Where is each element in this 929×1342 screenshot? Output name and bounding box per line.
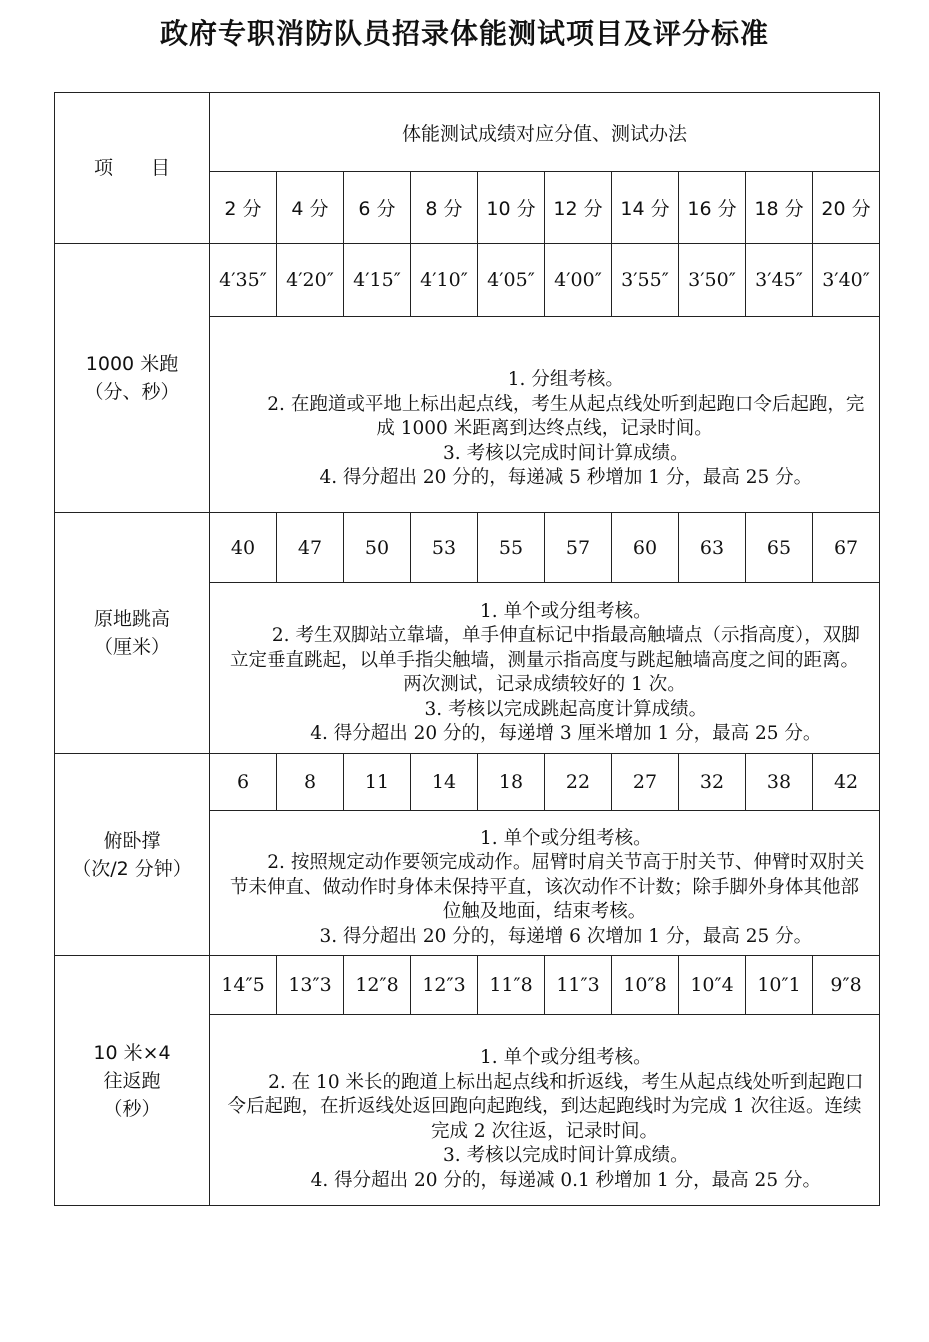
table-row <box>55 244 880 317</box>
item-name-line: （分、秒） <box>84 381 180 403</box>
value-cell: 55 <box>478 513 545 583</box>
item-name-standing-jump <box>55 513 210 754</box>
method-cell <box>210 811 880 956</box>
item-name-shuttle-run <box>55 956 210 1206</box>
value-cell: 63 <box>679 513 746 583</box>
item-name-push-up <box>55 754 210 956</box>
method-line: 3. 考核以完成时间计算成绩。 <box>443 442 689 464</box>
score-header-cell: 18 分 <box>746 172 813 244</box>
value-cell: 18 <box>478 754 545 811</box>
main-header: 体能测试成绩对应分值、测试办法 <box>210 93 880 172</box>
value-cell: 9″8 <box>813 956 880 1015</box>
score-header-cell: 2 分 <box>210 172 277 244</box>
method-line: 2. 在跑道或平地上标出起点线，考生从起点线处听到起跑口令后起跑，完成 1000 米距离到达终点线，记录时间。 <box>267 393 865 440</box>
method-line: 2. 按照规定动作要领完成动作。屈臂时肩关节高于肘关节、伸臂时双肘关节未伸直、做动作时身体未保持平直，该次动作不计数；除手脚外身体其他部位触及地面，结束考核。 <box>230 852 865 923</box>
method-line: 1. 单个或分组考核。 <box>480 1047 652 1068</box>
item-name-line: 10 米×4 <box>93 1041 171 1064</box>
score-header-cell: 10 分 <box>478 172 545 244</box>
method-line: 3. 考核以完成跳起高度计算成绩。 <box>424 698 708 720</box>
scoring-table <box>54 92 880 1206</box>
method-line: 4. 得分超出 20 分的，每递减 5 秒增加 1 分，最高 25 分。 <box>319 467 813 489</box>
value-cell: 40 <box>210 513 277 583</box>
score-header-cell: 4 分 <box>277 172 344 244</box>
value-cell: 14 <box>411 754 478 811</box>
method-cell <box>210 583 880 754</box>
value-cell: 3′40″ <box>813 244 880 317</box>
value-cell: 4′10″ <box>411 244 478 317</box>
value-cell: 3′45″ <box>746 244 813 317</box>
header-row <box>55 93 880 172</box>
method-line: 3. 得分超出 20 分的，每递增 6 次增加 1 分，最高 25 分。 <box>319 925 813 947</box>
value-cell: 27 <box>612 754 679 811</box>
value-cell: 50 <box>344 513 411 583</box>
value-cell: 12″8 <box>344 956 411 1015</box>
item-name-line: （厘米） <box>93 636 170 658</box>
value-cell: 10″1 <box>746 956 813 1015</box>
value-cell: 11 <box>344 754 411 811</box>
item-name-line: 原地跳高 <box>93 608 170 630</box>
value-cell: 42 <box>813 754 880 811</box>
value-cell: 10″4 <box>679 956 746 1015</box>
method-line: 2. 考生双脚站立靠墙，单手伸直标记中指最高触墙点（示指高度），双脚立定垂直跳起，以单手指尖触墙，测量示指高度与跳起触墙高度之间的距离。两次测试，记录成绩较好的 1 次。 <box>230 625 860 695</box>
method-line: 1. 分组考核。 <box>507 369 624 391</box>
method-line: 3. 考核以完成时间计算成绩。 <box>443 1145 689 1166</box>
score-header-cell: 16 分 <box>679 172 746 244</box>
score-header-cell: 8 分 <box>411 172 478 244</box>
score-header-cell: 14 分 <box>612 172 679 244</box>
value-cell: 38 <box>746 754 813 811</box>
value-cell: 3′55″ <box>612 244 679 317</box>
value-cell: 8 <box>277 754 344 811</box>
score-header-cell: 12 分 <box>545 172 612 244</box>
method-line: 1. 单个或分组考核。 <box>480 600 652 622</box>
value-cell: 47 <box>277 513 344 583</box>
item-name-line: （次/2 分钟） <box>72 857 192 880</box>
item-name-line: 俯卧撑 <box>103 829 161 852</box>
value-cell: 4′00″ <box>545 244 612 317</box>
method-cell <box>210 317 880 513</box>
value-cell: 65 <box>746 513 813 583</box>
value-cell: 4′35″ <box>210 244 277 317</box>
method-line: 4. 得分超出 20 分的，每递增 3 厘米增加 1 分，最高 25 分。 <box>310 723 822 744</box>
score-header-cell: 20 分 <box>813 172 880 244</box>
item-header: 项 目 <box>55 93 210 244</box>
item-name-line: （秒） <box>103 1097 161 1120</box>
value-cell: 12″3 <box>411 956 478 1015</box>
value-cell: 11″8 <box>478 956 545 1015</box>
value-cell: 4′15″ <box>344 244 411 317</box>
value-cell: 4′05″ <box>478 244 545 317</box>
value-cell: 57 <box>545 513 612 583</box>
item-name-line: 往返跑 <box>103 1069 161 1092</box>
value-cell: 60 <box>612 513 679 583</box>
value-cell: 10″8 <box>612 956 679 1015</box>
value-cell: 22 <box>545 754 612 811</box>
value-cell: 6 <box>210 754 277 811</box>
page-title: 政府专职消防队员招录体能测试项目及评分标准 <box>159 17 769 50</box>
table-row <box>55 513 880 583</box>
value-cell: 67 <box>813 513 880 583</box>
item-name-line: 1000 米跑 <box>85 353 179 375</box>
method-line: 2. 在 10 米长的跑道上标出起点线和折返线，考生从起点线处听到起跑口令后起跑，在折返线处返回跑向起跑线，到达起跑线时为完成 1 次往返。连续完成 2 次往返，记录时间。 <box>227 1071 864 1142</box>
table-row <box>55 754 880 811</box>
value-cell: 4′20″ <box>277 244 344 317</box>
score-header-cell: 6 分 <box>344 172 411 244</box>
value-cell: 14″5 <box>210 956 277 1015</box>
value-cell: 11″3 <box>545 956 612 1015</box>
method-line: 4. 得分超出 20 分的，每递减 0.1 秒增加 1 分，最高 25 分。 <box>310 1169 821 1191</box>
method-cell <box>210 1015 880 1206</box>
value-cell: 13″3 <box>277 956 344 1015</box>
value-cell: 53 <box>411 513 478 583</box>
table-row <box>55 956 880 1015</box>
method-line: 1. 单个或分组考核。 <box>480 827 652 849</box>
value-cell: 32 <box>679 754 746 811</box>
item-name-1000m-run <box>55 244 210 513</box>
value-cell: 3′50″ <box>679 244 746 317</box>
